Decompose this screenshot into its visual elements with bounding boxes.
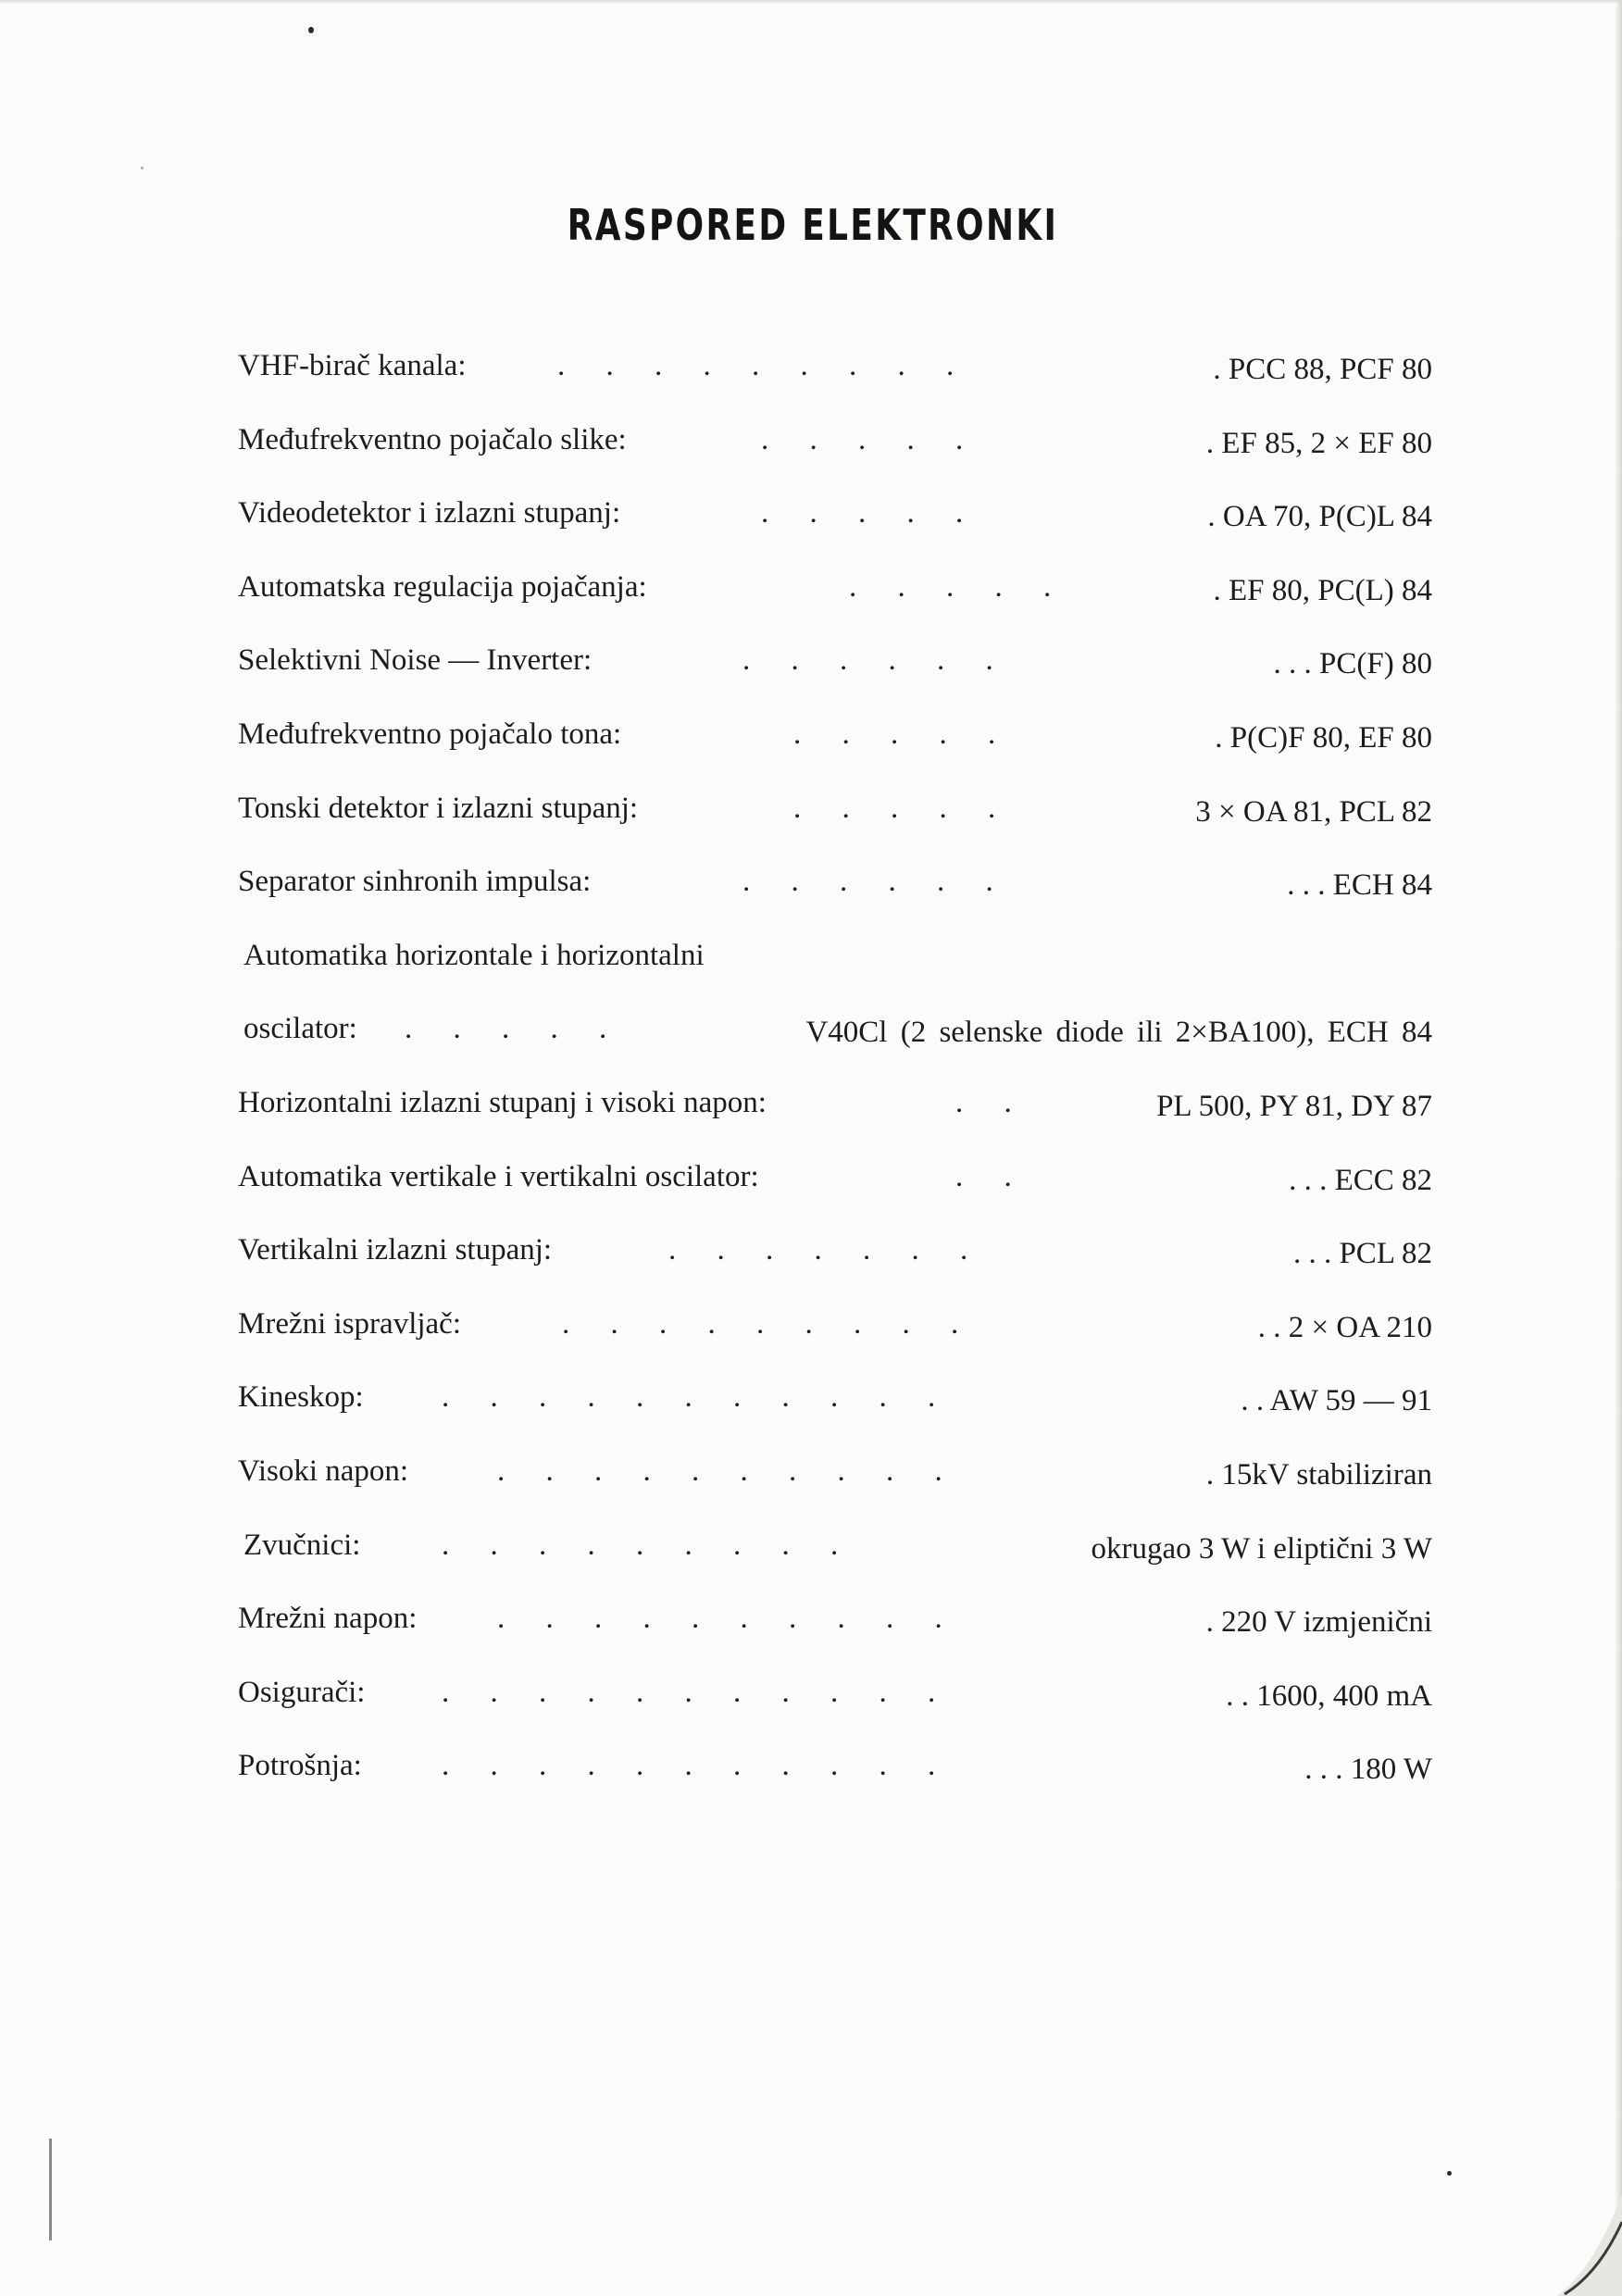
scan-speck: [1447, 2171, 1452, 2176]
dot-leader: . . . . . . . . . . .: [442, 1380, 953, 1415]
item-label: Mrežni napon:: [238, 1602, 418, 1636]
item-value: . OA 70, P(C)L 84: [1207, 500, 1432, 534]
dot-leader: . . . . . . . . . . .: [442, 1749, 953, 1783]
item-value: . 15kV stabiliziran: [1205, 1457, 1432, 1491]
item-value: . P(C)F 80, EF 80: [1215, 720, 1432, 755]
dot-leader: . . . . . . .: [668, 1233, 985, 1267]
item-label: Automatika horizontale i horizontalni: [243, 938, 705, 972]
dot-leader: . . . . .: [761, 496, 980, 530]
item-label: Mrežni ispravljač:: [238, 1306, 461, 1341]
item-label: Kineskop:: [238, 1380, 364, 1415]
item-value: okrugao 3 W i eliptični 3 W: [1091, 1531, 1432, 1566]
list-item: [238, 637, 1432, 711]
item-label: Međufrekventno pojačalo tona:: [238, 717, 622, 751]
item-label: Međufrekventno pojačalo slike:: [238, 422, 627, 456]
list-item: [238, 1374, 1432, 1448]
item-label: Vertikalni izlazni stupanj:: [238, 1233, 553, 1267]
item-value: . . 2 × OA 210: [1257, 1310, 1432, 1344]
dot-leader: . . . . . . . . .: [562, 1306, 976, 1341]
item-value: . . . PCL 82: [1292, 1237, 1432, 1271]
list-item: [238, 1154, 1432, 1228]
page-top-edge: [0, 0, 1622, 4]
item-value: . . 1600, 400 mA: [1226, 1678, 1432, 1713]
item-label: Osigurači:: [238, 1675, 366, 1709]
dot-leader: . . . . . .: [742, 643, 1010, 678]
page-title: RASPORED ELEKTRONKI: [567, 200, 1059, 250]
list-item: [238, 1301, 1432, 1375]
dot-leader: . .: [955, 1085, 1029, 1119]
list-item: [238, 564, 1432, 638]
item-label: Tonski detektor i izlazni stupanj:: [238, 791, 639, 825]
item-label: VHF-birač kanala:: [238, 349, 467, 382]
item-value: . . . 180 W: [1304, 1753, 1432, 1787]
dot-leader: . . . . .: [849, 569, 1068, 604]
dot-leader: . . . . . . . . . .: [497, 1454, 959, 1488]
list-item: [238, 1669, 1432, 1743]
dot-leader: . . . . .: [793, 791, 1013, 825]
item-value: PL 500, PY 81, DY 87: [1156, 1089, 1432, 1123]
item-label: Zvučnici:: [243, 1528, 361, 1562]
item-value: V40Cl (2 selenske diode ili 2×BA100), ECH 84: [805, 1016, 1432, 1050]
list-item: [238, 1079, 1432, 1154]
item-value: . EF 85, 2 × EF 80: [1205, 426, 1432, 460]
list-item: [238, 785, 1432, 859]
dot-leader: . . . . .: [405, 1012, 624, 1046]
item-label: Videodetektor i izlazni stupanj:: [238, 496, 621, 530]
list-item: [238, 343, 1432, 417]
item-label: oscilator:: [243, 1012, 357, 1046]
list-item: [238, 711, 1432, 785]
dot-leader: . . . . . . . . .: [442, 1528, 855, 1562]
item-label: Separator sinhronih impulsa:: [238, 865, 592, 899]
dot-leader: . . . . . . . . . .: [497, 1602, 959, 1636]
dot-leader: . . . . . .: [742, 865, 1010, 899]
list-item: [238, 1742, 1432, 1816]
item-label: Visoki napon:: [238, 1454, 409, 1488]
item-value: . PCC 88, PCF 80: [1213, 353, 1432, 386]
item-value: . . . ECH 84: [1287, 868, 1432, 903]
dot-leader: . . . . .: [793, 717, 1013, 751]
list-item: [238, 490, 1432, 564]
scan-speck: [141, 167, 143, 169]
list-item: [238, 1448, 1432, 1522]
dot-leader: . . . . . . . . . . .: [442, 1675, 953, 1709]
tube-list: [238, 343, 1432, 1816]
item-label: Horizontalni izlazni stupanj i visoki napon:: [238, 1085, 767, 1119]
item-label: Potrošnja:: [238, 1749, 362, 1783]
page-corner-curl: [1557, 2194, 1622, 2296]
list-item: [238, 1595, 1432, 1669]
scan-margin-line: [49, 2139, 52, 2240]
list-item: [238, 932, 1432, 1006]
item-value: 3 × OA 81, PCL 82: [1195, 794, 1432, 829]
list-item: [238, 1005, 1432, 1079]
dot-leader: . . . . .: [761, 422, 980, 456]
item-value: . . . PC(F) 80: [1273, 647, 1432, 681]
item-value: . . . ECC 82: [1289, 1163, 1432, 1197]
dot-leader: . . . . . . . . .: [557, 349, 971, 382]
item-value: . . AW 59 — 91: [1241, 1384, 1432, 1418]
list-item: [238, 858, 1432, 932]
list-item: [238, 1522, 1432, 1596]
list-item: [238, 417, 1432, 491]
item-label: Automatika vertikale i vertikalni oscilator:: [238, 1159, 759, 1193]
dot-leader: . .: [955, 1159, 1029, 1193]
scan-speck: [308, 27, 314, 33]
item-value: . EF 80, PC(L) 84: [1213, 573, 1432, 607]
page-right-edge: [1615, 0, 1622, 2296]
item-label: Automatska regulacija pojačanja:: [238, 569, 647, 604]
item-value: . 220 V izmjenični: [1205, 1605, 1432, 1640]
list-item: [238, 1227, 1432, 1301]
item-label: Selektivni Noise — Inverter:: [238, 643, 593, 678]
